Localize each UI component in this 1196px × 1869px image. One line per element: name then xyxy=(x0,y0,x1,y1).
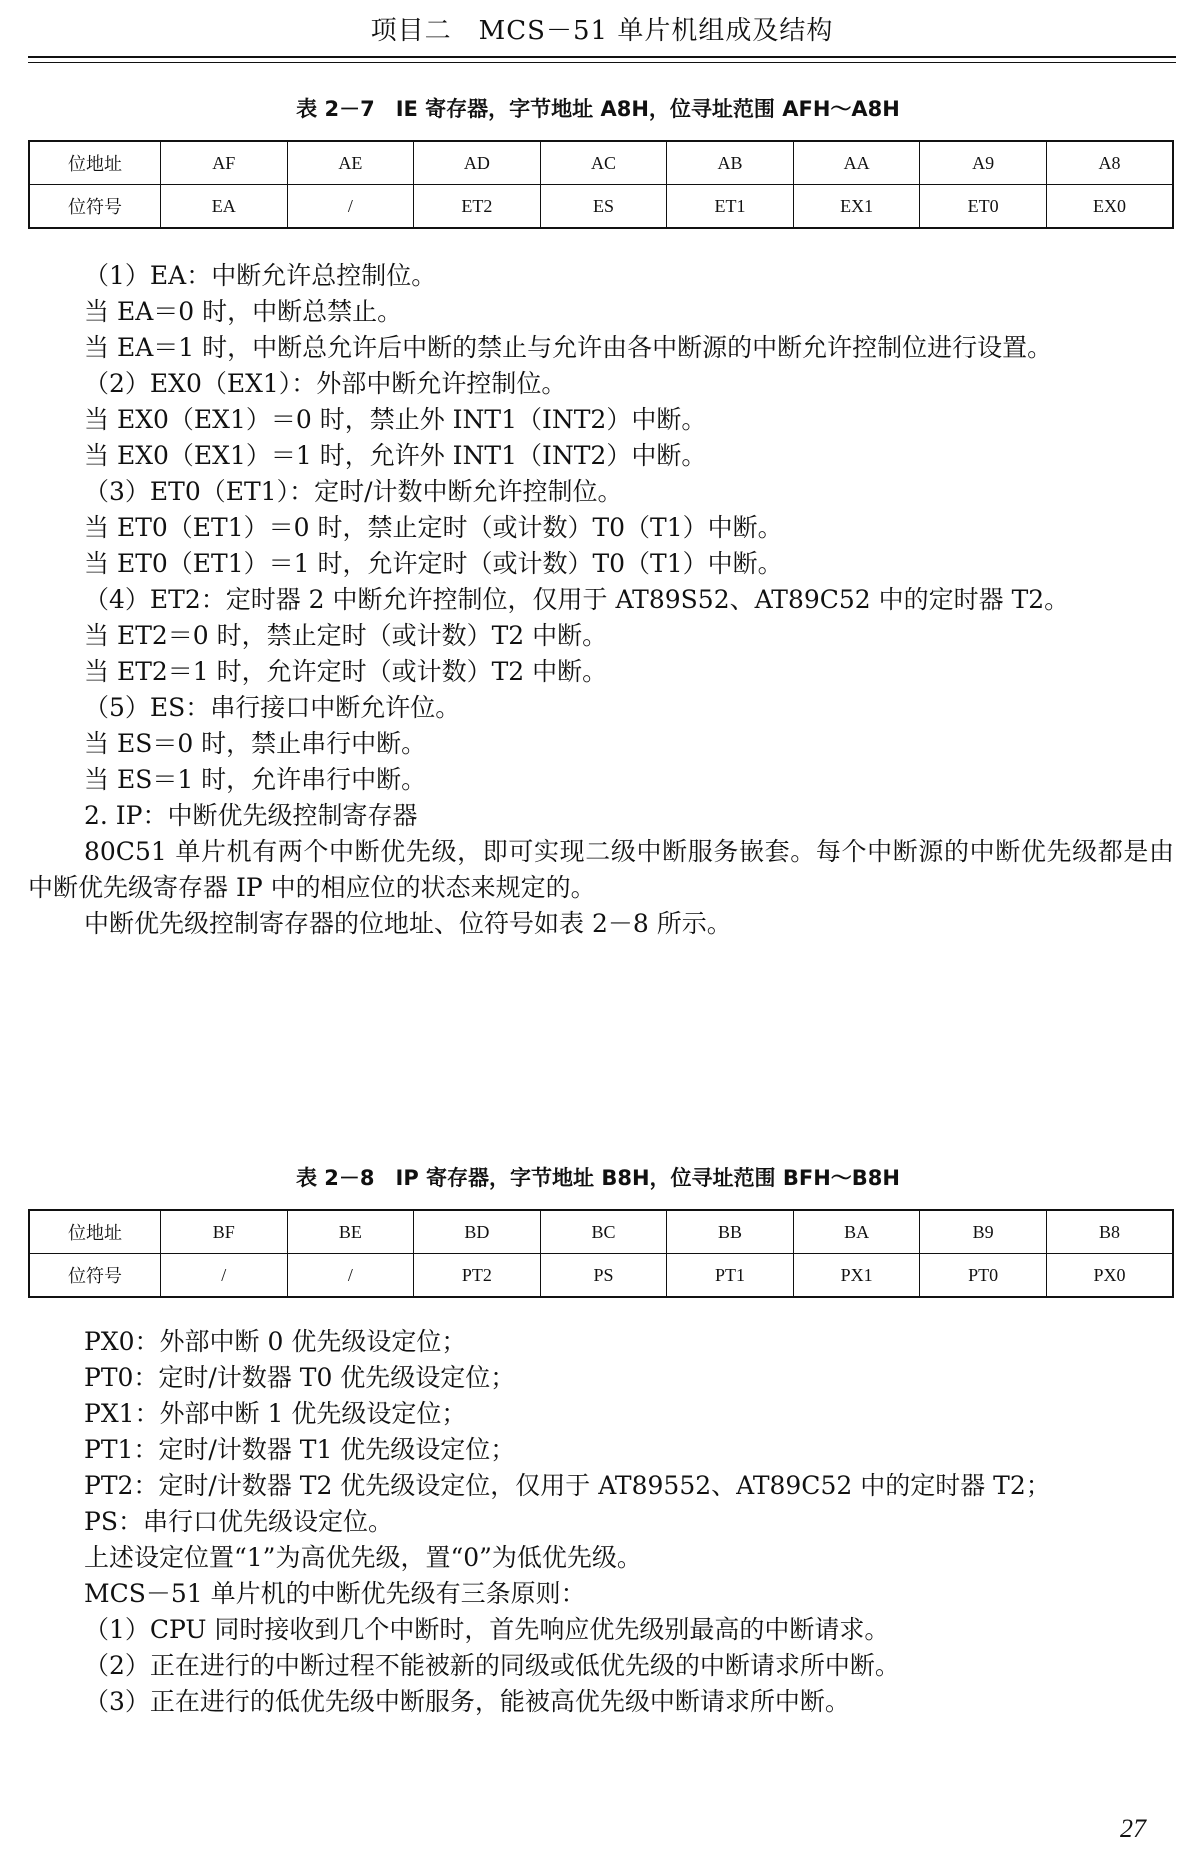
table-cell: AF xyxy=(161,141,288,185)
text-line: 当 ES＝1 时，允许串行中断。 xyxy=(84,765,427,794)
text-line: MCS－51 单片机的中断优先级有三条原则： xyxy=(84,1579,586,1608)
table-row-bit-address xyxy=(29,1210,1173,1254)
text-line: 当 ET0（ET1）＝0 时，禁止定时（或计数）T0（T1）中断。 xyxy=(84,513,783,542)
table-cell: / xyxy=(287,185,414,229)
table-cell: PX0 xyxy=(1046,1254,1173,1298)
text-line: 当 ES＝0 时，禁止串行中断。 xyxy=(84,729,427,758)
text-line: （4）ET2：定时器 2 中断允许控制位，仅用于 AT89S52、AT89C52 中的定时器 T2。 xyxy=(84,585,1070,614)
table-cell: PX1 xyxy=(793,1254,920,1298)
page-number: 27 xyxy=(1120,1814,1146,1843)
table-cell: PT2 xyxy=(414,1254,541,1298)
section-heading-ip: 2. IP：中断优先级控制寄存器 xyxy=(84,801,418,830)
table-row-bit-symbol xyxy=(29,1254,1173,1298)
body-text-ie xyxy=(28,258,1174,942)
text-line: 当 ET0（ET1）＝1 时，允许定时（或计数）T0（T1）中断。 xyxy=(84,549,783,578)
table-cell: EX0 xyxy=(1046,185,1173,229)
table-cell: PT1 xyxy=(667,1254,794,1298)
text-line: PX0：外部中断 0 优先级设定位； xyxy=(84,1327,467,1356)
table-cell: ET0 xyxy=(920,185,1047,229)
table-cell: / xyxy=(287,1254,414,1298)
text-line: 当 ET2＝0 时，禁止定时（或计数）T2 中断。 xyxy=(84,621,608,650)
text-line: （5）ES：串行接口中断允许位。 xyxy=(84,693,461,722)
table-cell: PT0 xyxy=(920,1254,1047,1298)
table-cell: ES xyxy=(540,185,667,229)
running-header: 项目二 MCS－51 单片机组成及结构 xyxy=(370,16,834,46)
text-line: 当 EA＝0 时，中断总禁止。 xyxy=(84,297,403,326)
text-line: 上述设定位置“1”为高优先级，置“0”为低优先级。 xyxy=(84,1543,642,1572)
table-cell: A9 xyxy=(920,141,1047,185)
text-line: PS：串行口优先级设定位。 xyxy=(84,1507,393,1536)
table-cell: AC xyxy=(540,141,667,185)
table-cell: AB xyxy=(667,141,794,185)
ip-register-table xyxy=(28,1209,1174,1298)
row-label: 位符号 xyxy=(29,1254,161,1298)
text-line: 当 EA＝1 时，中断总允许后中断的禁止与允许由各中断源的中断允许控制位进行设置。 xyxy=(84,333,1053,362)
body-text-ip xyxy=(28,1324,1174,1720)
text-line: （3）正在进行的低优先级中断服务，能被高优先级中断请求所中断。 xyxy=(84,1687,850,1716)
header-rule-thick xyxy=(28,56,1176,58)
table-cell: EA xyxy=(161,185,288,229)
text-line: （2）正在进行的中断过程不能被新的同级或低优先级的中断请求所中断。 xyxy=(84,1651,900,1680)
table-cell: / xyxy=(161,1254,288,1298)
table-cell: ET2 xyxy=(414,185,541,229)
table-row-bit-symbol xyxy=(29,185,1173,229)
text-line: （1）EA：中断允许总控制位。 xyxy=(84,261,437,290)
text-line: 当 EX0（EX1）＝1 时，允许外 INT1（INT2）中断。 xyxy=(84,441,707,470)
text-line: （3）ET0（ET1）：定时/计数中断允许控制位。 xyxy=(84,477,623,506)
text-line: PT1：定时/计数器 T1 优先级设定位； xyxy=(84,1435,516,1464)
table-cell: BE xyxy=(287,1210,414,1254)
row-label: 位符号 xyxy=(29,185,161,229)
header-rule-thin xyxy=(28,62,1176,63)
table-row-bit-address xyxy=(29,141,1173,185)
text-line: 当 EX0（EX1）＝0 时，禁止外 INT1（INT2）中断。 xyxy=(84,405,707,434)
table-cell: BC xyxy=(540,1210,667,1254)
text-line: 80C51 单片机有两个中断优先级，即可实现二级中断服务嵌套。每个中断源的中断优先级都是由中断优先级寄存器 IP 中的相应位的状态来规定的。 xyxy=(28,837,1174,902)
text-line: PX1：外部中断 1 优先级设定位； xyxy=(84,1399,467,1428)
text-line: 当 ET2＝1 时，允许定时（或计数）T2 中断。 xyxy=(84,657,608,686)
row-label: 位地址 xyxy=(29,1210,161,1254)
text-line: PT2：定时/计数器 T2 优先级设定位，仅用于 AT89552、AT89C52 中的定时器 T2； xyxy=(84,1471,1051,1500)
row-label: 位地址 xyxy=(29,141,161,185)
table-caption-ip: 表 2－8 IP 寄存器，字节地址 B8H，位寻址范围 BFH～B8H xyxy=(296,1166,900,1190)
ie-register-table xyxy=(28,140,1174,229)
table-cell: B9 xyxy=(920,1210,1047,1254)
text-line: （1）CPU 同时接收到几个中断时，首先响应优先级别最高的中断请求。 xyxy=(84,1615,890,1644)
table-cell: PS xyxy=(540,1254,667,1298)
table-cell: AD xyxy=(414,141,541,185)
table-cell: B8 xyxy=(1046,1210,1173,1254)
table-cell: BB xyxy=(667,1210,794,1254)
table-cell: BF xyxy=(161,1210,288,1254)
table-cell: BD xyxy=(414,1210,541,1254)
table-caption-ie: 表 2－7 IE 寄存器，字节地址 A8H，位寻址范围 AFH～A8H xyxy=(296,97,900,121)
table-cell: A8 xyxy=(1046,141,1173,185)
text-line: 中断优先级控制寄存器的位地址、位符号如表 2－8 所示。 xyxy=(84,909,732,938)
table-cell: AA xyxy=(793,141,920,185)
table-cell: EX1 xyxy=(793,185,920,229)
table-cell: ET1 xyxy=(667,185,794,229)
table-cell: BA xyxy=(793,1210,920,1254)
table-cell: AE xyxy=(287,141,414,185)
text-line: （2）EX0（EX1）：外部中断允许控制位。 xyxy=(84,369,567,398)
text-line: PT0：定时/计数器 T0 优先级设定位； xyxy=(84,1363,516,1392)
